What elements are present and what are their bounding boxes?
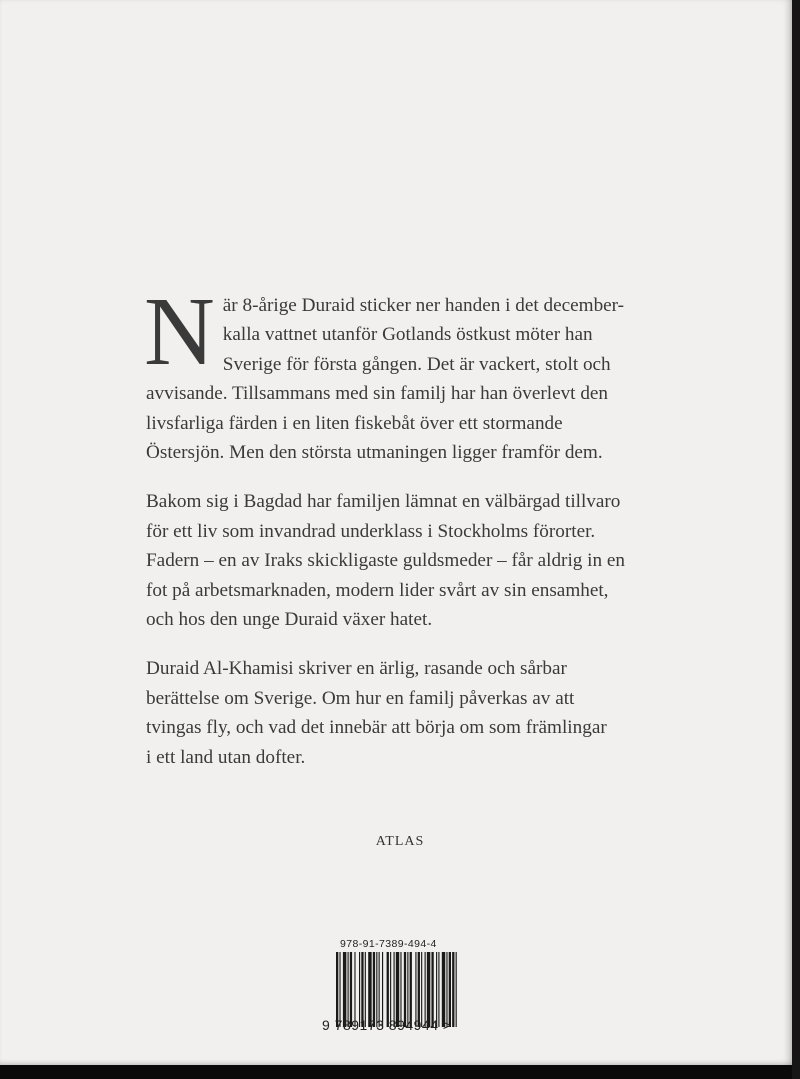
barcode-bar: [365, 952, 366, 1027]
barcode-bar: [442, 952, 445, 1027]
barcode-bar: [425, 952, 426, 1027]
blurb-paragraph-3: [146, 654, 666, 772]
blurb-line: avvisande. Tillsammans med sin familj har han överlevt den: [146, 383, 609, 405]
blurb-paragraph-2: [146, 487, 666, 634]
barcode-bar: [415, 952, 416, 1027]
barcode-bar: [446, 952, 447, 1027]
barcode-bar: [339, 952, 340, 1027]
blurb-line: för ett liv som invandrad underklass i Stockholms förorter.: [146, 520, 596, 542]
barcode-bars: [336, 952, 496, 1027]
blurb-line: Duraid Al-Khamisi skriver en ärlig, rasande och sårbar: [146, 658, 567, 680]
barcode-bar: [359, 952, 360, 1027]
barcode-bar: [400, 952, 401, 1027]
barcode-bar: [343, 952, 346, 1027]
barcode-bar: [427, 952, 430, 1027]
barcode-bar: [350, 952, 352, 1027]
barcode-bar: [436, 952, 437, 1027]
blurb-line: och hos den unge Duraid växer hatet.: [146, 609, 433, 631]
barcode-bar: [431, 952, 433, 1027]
isbn-number: 978-91-7389-494-4: [340, 938, 437, 950]
dropcap-letter: N: [144, 278, 215, 386]
barcode-bar: [390, 952, 391, 1027]
blurb-line: berättelse om Sverige. Om hur en familj påverkas av att: [146, 687, 575, 709]
barcode-bar: [368, 952, 371, 1027]
barcode-bar: [394, 952, 395, 1027]
barcode-bar: [379, 952, 380, 1027]
blurb-text: [144, 278, 666, 792]
barcode-bar: [452, 952, 454, 1027]
barcode-bar: [456, 952, 457, 1027]
blurb-line: i ett land utan dofter.: [146, 746, 306, 768]
barcode-bar: [376, 952, 377, 1027]
blurb-line: Bakom sig i Bagdad har familjen lämnat en välbärgad tillvaro: [146, 491, 621, 513]
barcode-bar: [418, 952, 420, 1027]
barcode-bar: [354, 952, 355, 1027]
blurb-line: är 8-årige Duraid sticker ner handen i det december-: [222, 295, 625, 316]
barcode-bar: [421, 952, 422, 1027]
blurb-line: tvingas fly, och vad det innebär att börja om som främlingar: [146, 717, 607, 739]
barcode-bar: [336, 952, 338, 1027]
barcode-bar: [404, 952, 406, 1027]
blurb-line: livsfarliga färden i en liten fiskebåt över ett stormande: [146, 412, 563, 434]
publisher-name: ATLAS: [375, 834, 425, 849]
barcode-bar: [348, 952, 349, 1027]
barcode-bar: [373, 952, 375, 1027]
barcode-bar: [449, 952, 451, 1027]
blurb-line: Östersjön. Men den största utmaningen ligger framför dem.: [146, 442, 603, 464]
barcode-bar: [410, 952, 412, 1027]
blurb-line: fot på arbetsmarknaden, modern lider svårt av sin ensamhet,: [146, 579, 609, 601]
blurb-line: Sverige för första gången. Det är vackert, stolt och: [222, 353, 611, 375]
blurb-line: kalla vattnet utanför Gotlands östkust möter han: [222, 324, 593, 346]
barcode-bar: [396, 952, 399, 1027]
blurb-paragraph-1: [144, 278, 666, 467]
barcode-bar: [387, 952, 389, 1027]
barcode-bar: [382, 952, 383, 1027]
barcode-digits: 9 789173 894944 >: [322, 1017, 452, 1033]
cover-edge: [792, 0, 800, 1079]
barcode-bar: [438, 952, 439, 1027]
barcode-bar: [407, 952, 408, 1027]
blurb-line: Fadern – en av Iraks skickligaste guldsmeder – får aldrig in en: [146, 550, 626, 572]
barcode-bar: [361, 952, 363, 1027]
